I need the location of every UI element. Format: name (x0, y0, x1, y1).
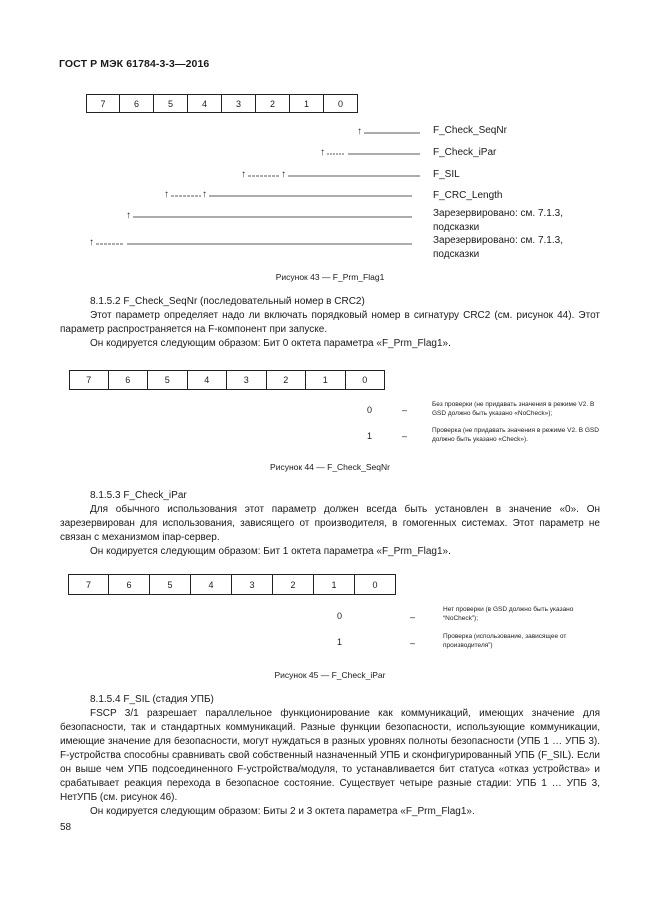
section-8154 (60, 693, 600, 819)
fig43-label-reserved-1: Зарезервировано: см. 7.1.3, (433, 208, 563, 219)
fig44-bit-table (69, 370, 385, 390)
bit-cell: 3 (227, 370, 267, 390)
bit-cell: 0 (324, 94, 358, 113)
paragraph: Он кодируется следующим образом: Биты 2 и 3 октета параметра «F_Prm_Flag1». (90, 806, 475, 817)
bit-cell: 3 (222, 94, 256, 113)
bit-cell: 2 (273, 574, 314, 595)
section-8152 (60, 295, 600, 351)
paragraph: FSCP 3/1 разрешает параллельное функционирование как коммуникаций, имеющих значение для безопасности, так и стандартных коммуникаций. Разные функции безопасности, использующие коммуникации, имеющие значение для безопасности, могут нуждаться в разных уровнях полноты безопасности (УПБ 1 … УПБ 3). F-устройства способны сравнивать свой собственный назначенный УПБ и сконфигурированный УПБ (F_SIL). Если он выше чем УПБ подсоединенного F-устройства/модуля, то устанавливается бит статуса «отказ устройства» и срабатывает реакция перехода в безопасное состояние. Существует четыре разные стадии: УПБ 1 … УПБ 3, НетУПБ (см. рисунок 46). (60, 708, 600, 803)
bit-cell: 7 (68, 574, 109, 595)
fig43-label-reserved-2-note: подсказки (433, 249, 480, 260)
fig45-dash: – (410, 612, 416, 622)
paragraph: Он кодируется следующим образом: Бит 0 октета параметра «F_Prm_Flag1». (90, 338, 451, 349)
svg-text:↑: ↑ (241, 169, 246, 180)
fig43-label-sil: F_SIL (433, 169, 460, 180)
section-heading: 8.1.5.4 F_SIL (стадия УПБ) (90, 694, 214, 705)
fig45-bit-table (68, 574, 396, 595)
fig44-value: 0 (367, 405, 373, 415)
fig44-dash: – (402, 431, 408, 441)
bit-cell: 6 (109, 370, 149, 390)
bit-cell: 1 (290, 94, 324, 113)
fig43-label-check-ipar: F_Check_iPar (433, 147, 497, 158)
paragraph: Этот параметр определяет надо ли включать порядковый номер в сигнатуру CRC2 (см. рисунок 44). Этот параметр распространяется на F-компонент при запуске. (60, 310, 600, 335)
fig45-value: 1 (337, 637, 343, 647)
bit-cell: 4 (188, 370, 228, 390)
bit-cell: 1 (306, 370, 346, 390)
svg-text:↑: ↑ (357, 126, 362, 137)
fig43-label-reserved-2: Зарезервировано: см. 7.1.3, (433, 235, 563, 246)
svg-text:↑: ↑ (126, 210, 131, 221)
fig45-desc: Проверка (использование, зависящее от производителя”) (443, 633, 567, 649)
paragraph: Он кодируется следующим образом: Бит 1 октета параметра «F_Prm_Flag1». (90, 546, 451, 557)
bit-cell: 0 (355, 574, 396, 595)
fig44-value: 1 (367, 431, 373, 441)
bit-cell: 2 (267, 370, 307, 390)
fig44-caption: Рисунок 44 — F_Check_SeqNr (270, 462, 390, 472)
fig45-dash: – (410, 638, 416, 648)
bit-cell: 0 (346, 370, 386, 390)
svg-text:↑: ↑ (202, 189, 207, 200)
fig45-value: 0 (337, 611, 343, 621)
bit-cell: 2 (256, 94, 290, 113)
bit-cell: 6 (120, 94, 154, 113)
fig43-label-reserved-1-note: подсказки (433, 222, 480, 233)
svg-text:↑: ↑ (89, 237, 94, 248)
page-number: 58 (60, 822, 72, 833)
bit-cell: 4 (191, 574, 232, 595)
svg-text:↑: ↑ (164, 189, 169, 200)
fig43-label-crc-length: F_CRC_Length (433, 190, 503, 201)
section-heading: 8.1.5.3 F_Check_iPar (90, 490, 187, 501)
paragraph: Для обычного использования этот параметр должен всегда быть установлен в значение «0». Он зарезервирован для использования, зависящего от производителя, в гомогенных системах. Этот параметр не связан с механизмом iпар-сервер. (60, 504, 600, 543)
bit-cell: 1 (314, 574, 355, 595)
svg-text:↑: ↑ (320, 147, 325, 158)
fig44-desc: Проверка (не придавать значения в режиме V2. В GSD должно быть указано «Check»). (432, 427, 599, 443)
bit-cell: 7 (69, 370, 109, 390)
section-8153 (60, 489, 600, 559)
bit-cell: 4 (188, 94, 222, 113)
bit-cell: 5 (154, 94, 188, 113)
fig44-desc: Без проверки (не придавать значения в режиме V2. В GSD должно быть указано «NoCheck»); (432, 401, 595, 417)
fig45-caption: Рисунок 45 — F_Check_iPar (274, 670, 386, 680)
bit-cell: 5 (148, 370, 188, 390)
document-header: ГОСТ Р МЭК 61784-3-3—2016 (59, 58, 210, 70)
bit-cell: 7 (86, 94, 120, 113)
fig45-desc: Нет проверки (в GSD должно быть указано “NoCheck”); (443, 606, 574, 622)
fig43-caption: Рисунок 43 — F_Prm_Flag1 (275, 272, 385, 282)
bit-cell: 6 (109, 574, 150, 595)
fig44-dash: – (402, 405, 408, 415)
bit-cell: 5 (150, 574, 191, 595)
bit-cell: 3 (232, 574, 273, 595)
fig43-label-check-seqnr: F_Check_SeqNr (433, 125, 507, 136)
section-heading: 8.1.5.2 F_Check_SeqNr (последовательный номер в CRC2) (90, 296, 365, 307)
svg-text:↑: ↑ (281, 169, 286, 180)
